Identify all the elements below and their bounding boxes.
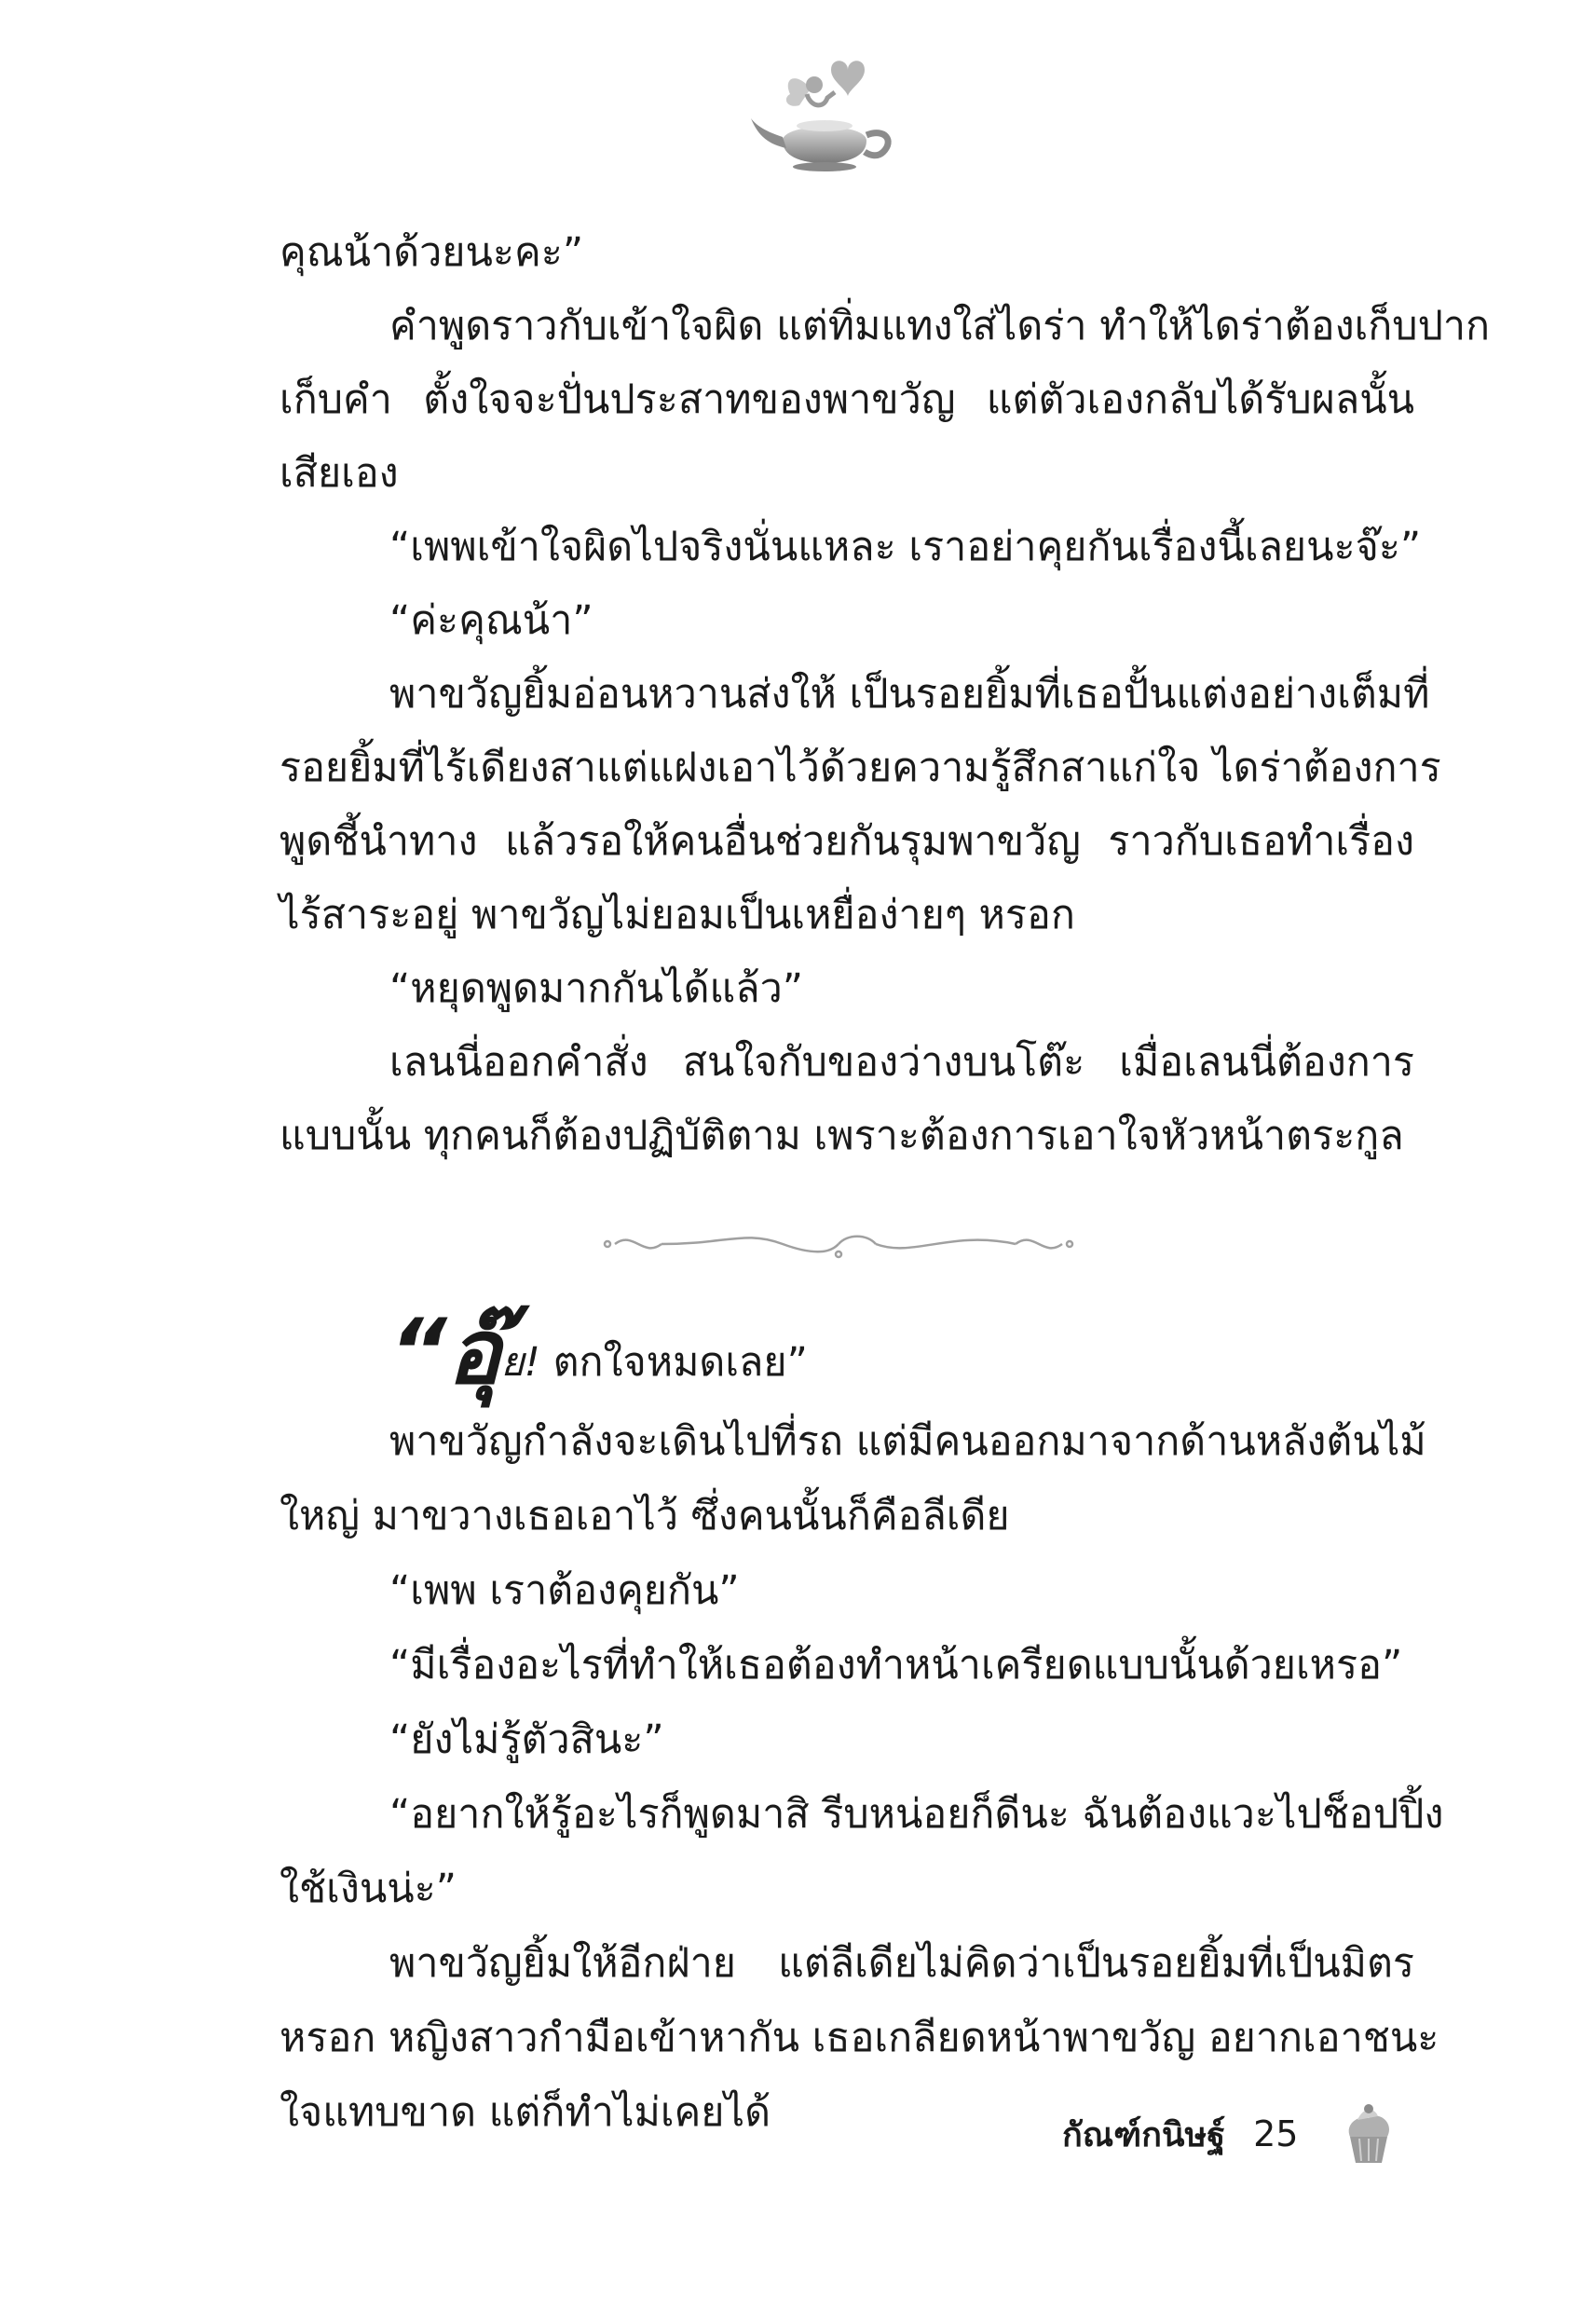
text-line: พาขวัญยิ้มให้อีกฝ่าย แต่ลีเดียไม่คิดว่าเป็นรอยยิ้มที่เป็นมิตร	[389, 1940, 1414, 1987]
page-number: 25	[1253, 2113, 1299, 2154]
text-line: “ค่ะคุณน้า”	[389, 597, 593, 644]
text-line: ใช้เงินน่ะ”	[280, 1866, 457, 1912]
text-line: “ยังไม่รู้ตัวสินะ”	[389, 1716, 664, 1763]
text-line: ใหญ่ มาขวางเธอเอาไว้ ซึ่งคนนั้นก็คือลีเดีย	[280, 1493, 1010, 1539]
text-line: พาขวัญยิ้มอ่อนหวานส่งให้ เป็นรอยยิ้มที่เธอปั้นแต่งอย่างเต็มที่	[389, 671, 1430, 718]
text-line: เก็บคำ ตั้งใจจะปั่นประสาทของพาขวัญ แต่ตัวเองกลับได้รับผลนั้น	[280, 376, 1414, 423]
text-line: หรอก หญิงสาวกำมือเข้าหากัน เธอเกลียดหน้าพาขวัญ อยากเอาชนะ	[280, 2015, 1439, 2061]
text-line: แบบนั้น ทุกคนก็ต้องปฏิบัติตาม เพราะต้องการเอาใจหัวหน้าตระกูล	[280, 1113, 1404, 1159]
text-line: พาขวัญกำลังจะเดินไปที่รถ แต่มีคนออกมาจากด้านหลังต้นไม้	[389, 1418, 1426, 1465]
page-footer	[1062, 2101, 1397, 2167]
text-line: รอยยิ้มที่ไร้เดียงสาแต่แฝงเอาไว้ด้วยความรู้สึกสาแก่ใจ ไดร่าต้องการ	[280, 745, 1441, 791]
dropcap-rest: ย!	[500, 1339, 540, 1386]
text-line: “เพพ เราต้องคุยกัน”	[389, 1567, 740, 1614]
text-line: “อยากให้รู้อะไรก็พูดมาสิ รีบหน่อยก็ดีนะ ฉันต้องแวะไปช็อปปิ้ง	[389, 1791, 1444, 1838]
text-line: “หยุดพูดมากกันได้แล้ว”	[389, 965, 804, 1012]
text-line: เสียเอง	[280, 450, 399, 497]
text-line: เลนนี่ออกคำสั่ง สนใจกับของว่างบนโต๊ะ เมื่อเลนนี่ต้องการ	[389, 1039, 1414, 1086]
text-line: ไร้สาระอยู่ พาขวัญไม่ยอมเป็นเหยื่อง่ายๆ หรอก	[280, 892, 1075, 938]
teapot-cupid-ornament-icon	[745, 51, 904, 177]
text-line: คุณน้าด้วยนะคะ”	[280, 229, 584, 276]
text-line: พูดชี้นำทาง แล้วรอให้คนอื่นช่วยกันรุมพาขวัญ ราวกับเธอทำเรื่อง	[280, 818, 1414, 865]
dropcap-letter: “อุ๊	[389, 1300, 501, 1404]
book-title: กัณฑ์กนิษฐ์	[1062, 2115, 1226, 2154]
text-line: “มีเรื่องอะไรที่ทำให้เธอต้องทำหน้าเครียดแบบนั้นด้วยเหรอ”	[389, 1642, 1403, 1689]
text-line: “เพพเข้าใจผิดไปจริงนั่นแหละ เราอย่าคุยกันเรื่องนี้เลยนะจ๊ะ”	[389, 524, 1422, 570]
body-text-top	[280, 216, 1491, 1173]
body-text-bottom	[280, 1300, 1444, 2150]
text-line: คำพูดราวกับเข้าใจผิด แต่ทิ่มแทงใส่ไดร่า ทำให้ไดร่าต้องเก็บปาก	[389, 303, 1491, 349]
dropcap-after: ตกใจหมดเลย”	[539, 1339, 808, 1386]
cupcake-icon	[1341, 2101, 1397, 2167]
text-line: ใจแทบขาด แต่ก็ทำไม่เคยได้	[280, 2089, 771, 2136]
dropcap-line	[280, 1300, 1414, 1404]
flourish-divider-icon	[596, 1221, 1081, 1267]
